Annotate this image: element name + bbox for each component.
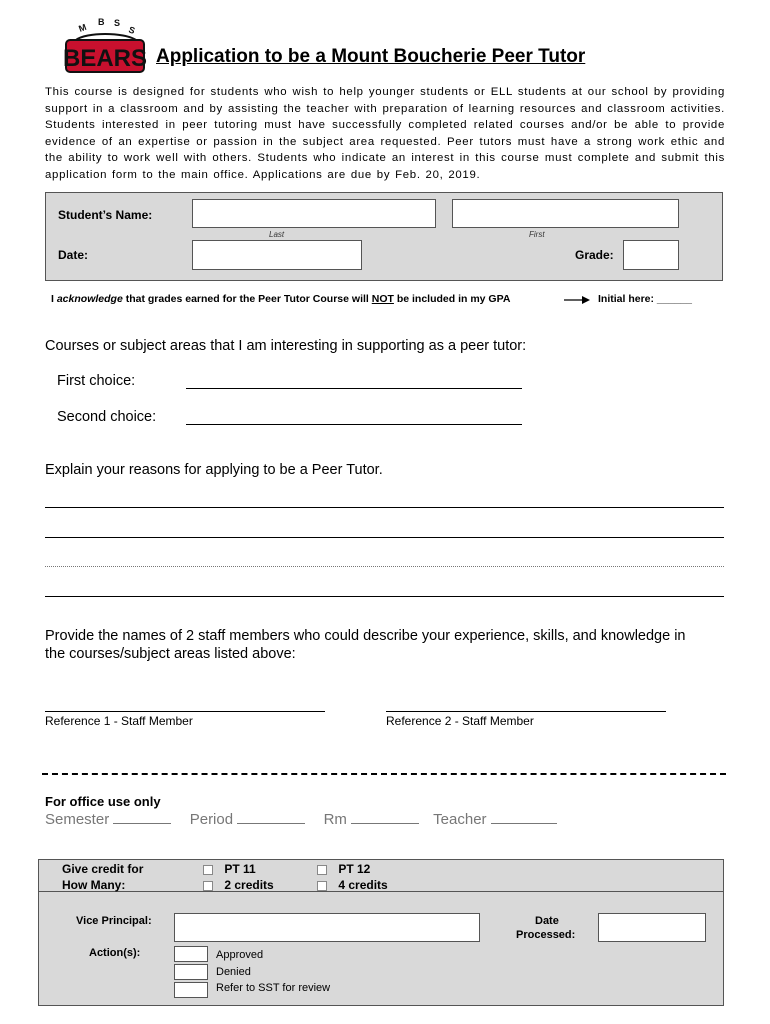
2-credits-checkbox[interactable] <box>203 881 213 891</box>
svg-text:S: S <box>127 24 137 36</box>
svg-text:S: S <box>114 18 121 28</box>
date-label: Date: <box>58 248 89 262</box>
school-logo <box>62 18 148 78</box>
grade-label: Grade: <box>575 248 614 262</box>
second-choice-line[interactable] <box>186 424 522 425</box>
first-name-field[interactable] <box>452 199 679 228</box>
semester-label: Semester <box>45 811 110 828</box>
how-many-label: How Many: <box>62 878 126 892</box>
give-credit-label: Give credit for <box>62 862 144 876</box>
period-field[interactable] <box>237 809 305 824</box>
student-name-label: Student’s Name: <box>58 208 153 222</box>
rm-field[interactable] <box>351 809 419 824</box>
pt11-option[interactable] <box>203 862 256 876</box>
cut-line-divider <box>42 773 726 775</box>
reasons-question: Explain your reasons for applying to be a Peer Tutor. <box>45 462 383 478</box>
gpa-acknowledgement <box>51 293 510 305</box>
teacher-field[interactable] <box>491 809 557 824</box>
pt12-option[interactable] <box>317 862 370 876</box>
grade-field[interactable] <box>623 240 679 270</box>
references-question-line1: Provide the names of 2 staff members who could describe your experience, skills, and knowledge in <box>45 628 686 644</box>
pt11-label: PT 11 <box>224 862 256 876</box>
first-choice-label: First choice: <box>57 373 136 389</box>
4-credits-option[interactable] <box>317 878 388 892</box>
reference2-line[interactable] <box>386 711 666 712</box>
pt12-checkbox[interactable] <box>317 865 327 875</box>
second-choice-label: Second choice: <box>57 409 157 425</box>
4-credits-label: 4 credits <box>338 878 388 892</box>
period-label: Period <box>189 811 234 828</box>
reasons-line[interactable] <box>45 566 724 567</box>
rm-label: Rm <box>323 811 347 828</box>
ack-suffix: be included in my GPA <box>393 293 511 305</box>
page-title: Application to be a Mount Boucherie Peer Tutor <box>156 46 586 67</box>
references-question-line2: the courses/subject areas listed above: <box>45 646 296 662</box>
vice-principal-label: Vice Principal: <box>76 915 152 927</box>
pt12-label: PT 12 <box>338 862 371 876</box>
ack-not: NOT <box>371 293 394 305</box>
intro-paragraph: This course is designed for students who wish to help younger students or ELL students at our school by providing support in a classroom and by assisting the teacher with preparation of learning resources and classroom activities. Students interested in peer tutoring must have successfully completed related courses and/or be able to provide evidence of an expertise or passion in the subject area requested. Peer tutors must have a strong work ethic and the ability to work well with others. Students who indicate an interest in this course must complete and submit this application form to the main office. Applications are due by Feb. 20, 2019. <box>45 86 725 181</box>
ack-emphasis: acknowledge <box>56 293 123 305</box>
reasons-line[interactable] <box>45 596 724 597</box>
denied-label: Denied <box>216 966 251 978</box>
logo-word: BEARS <box>62 45 148 72</box>
arrow-right-icon <box>564 293 590 311</box>
refer-sst-label: Refer to SST for review <box>216 982 331 994</box>
first-choice-line[interactable] <box>186 388 522 389</box>
2-credits-label: 2 credits <box>224 878 274 892</box>
initial-here[interactable]: Initial here: ______ <box>598 293 692 305</box>
teacher-label: Teacher <box>433 811 487 828</box>
date-processed-label-2: Processed: <box>516 929 576 941</box>
reasons-line[interactable] <box>45 537 724 538</box>
svg-text:B: B <box>98 18 105 27</box>
ack-middle: that grades earned for the Peer Tutor Course will <box>122 293 372 305</box>
denied-checkbox[interactable] <box>174 964 208 980</box>
last-name-field[interactable] <box>192 199 436 228</box>
office-use-heading: For office use only <box>45 794 161 809</box>
reference2-label: Reference 2 - Staff Member <box>386 714 534 728</box>
semester-field[interactable] <box>113 809 171 824</box>
office-use-row <box>45 809 557 828</box>
approved-label: Approved <box>216 949 264 961</box>
reference1-label: Reference 1 - Staff Member <box>45 714 193 728</box>
approved-checkbox[interactable] <box>174 946 208 962</box>
2-credits-option[interactable] <box>203 878 274 892</box>
svg-text:M: M <box>77 21 88 34</box>
reference1-line[interactable] <box>45 711 325 712</box>
actions-label: Action(s): <box>89 947 141 959</box>
reasons-line[interactable] <box>45 507 724 508</box>
date-processed-field[interactable] <box>598 913 706 942</box>
last-caption: Last <box>269 230 285 239</box>
date-processed-label-1: Date <box>535 915 559 927</box>
4-credits-checkbox[interactable] <box>317 881 327 891</box>
first-caption: First <box>529 230 545 239</box>
courses-question: Courses or subject areas that I am interesting in supporting as a peer tutor: <box>45 338 527 354</box>
date-field[interactable] <box>192 240 362 270</box>
pt11-checkbox[interactable] <box>203 865 213 875</box>
refer-sst-checkbox[interactable] <box>174 982 208 998</box>
vice-principal-field[interactable] <box>174 913 480 942</box>
ack-prefix: I <box>51 293 57 305</box>
